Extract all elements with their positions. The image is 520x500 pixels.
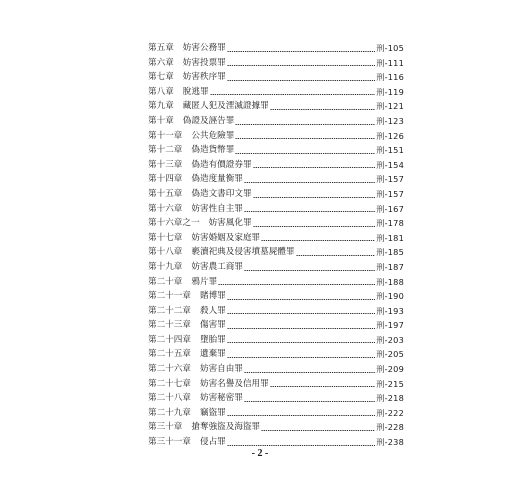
toc-entry[interactable] — [148, 362, 404, 377]
page-reference: 刑-190 — [376, 291, 404, 302]
page-reference: 刑-126 — [376, 130, 404, 141]
dot-leader — [227, 357, 375, 358]
dot-leader — [210, 94, 376, 95]
page-reference: 刑-105 — [376, 43, 404, 53]
chapter-number: 第三十章 — [148, 422, 183, 433]
chapter-title: 傷害罪 — [199, 320, 226, 331]
dot-leader — [227, 313, 375, 314]
page-reference: 刑-167 — [376, 203, 404, 214]
page-reference: 刑-151 — [376, 145, 404, 156]
chapter-title: 妨害秘密罪 — [199, 393, 243, 404]
toc-entry[interactable] — [148, 99, 404, 114]
toc-entry[interactable] — [148, 304, 404, 319]
chapter-title: 妨害農工商罪 — [191, 261, 243, 272]
chapter-number: 第五章 — [148, 43, 174, 53]
page-reference: 刑-222 — [376, 407, 404, 418]
page-reference: 刑-154 — [376, 159, 404, 170]
table-of-contents — [148, 41, 404, 450]
dot-leader — [235, 124, 375, 125]
chapter-number: 第八章 — [148, 86, 174, 97]
chapter-title: 妨害婚姻及家庭罪 — [191, 232, 261, 243]
toc-entry[interactable] — [148, 333, 404, 348]
page-reference: 刑-185 — [376, 247, 404, 258]
chapter-title: 妨害風化罪 — [208, 218, 252, 229]
dot-leader — [270, 386, 375, 387]
dot-leader — [296, 255, 376, 256]
toc-entry[interactable] — [148, 275, 404, 290]
page-reference: 刑-228 — [376, 422, 404, 433]
chapter-title: 遺棄罪 — [199, 349, 226, 360]
chapter-title: 偽造文書印文罪 — [191, 188, 252, 199]
chapter-title: 妨害投票罪 — [182, 57, 226, 68]
chapter-number: 第十七章 — [148, 232, 183, 243]
toc-entry[interactable] — [148, 289, 404, 304]
dot-leader — [227, 415, 375, 416]
dot-leader — [227, 342, 375, 343]
page-reference: 刑-119 — [376, 86, 404, 97]
chapter-number: 第二十六章 — [148, 364, 191, 375]
toc-entry[interactable] — [148, 129, 404, 144]
dot-leader — [270, 109, 375, 110]
dot-leader — [235, 153, 375, 154]
chapter-title: 脫逃罪 — [182, 86, 209, 97]
chapter-title: 偽造度量衡罪 — [191, 174, 243, 185]
page-reference: 刑-197 — [376, 320, 404, 331]
chapter-number: 第十四章 — [148, 174, 183, 185]
chapter-number: 第二十九章 — [148, 407, 191, 418]
toc-entry[interactable] — [148, 143, 404, 158]
chapter-number: 第十八章 — [148, 247, 183, 258]
toc-entry[interactable] — [148, 114, 404, 129]
toc-entry[interactable] — [148, 420, 404, 435]
page-reference: 刑-123 — [376, 115, 404, 126]
dot-leader — [244, 211, 375, 212]
toc-entry[interactable] — [148, 85, 404, 100]
chapter-number: 第二十章 — [148, 276, 183, 287]
dot-leader — [235, 138, 375, 139]
chapter-number: 第二十四章 — [148, 334, 191, 345]
chapter-number: 第十六章之一 — [148, 218, 200, 229]
chapter-number: 第二十一章 — [148, 291, 191, 302]
chapter-number: 第二十三章 — [148, 320, 191, 331]
chapter-title: 褻瀆祀典及侵害墳墓屍體罪 — [191, 247, 295, 258]
dot-leader — [218, 284, 375, 285]
dot-leader — [244, 372, 375, 373]
dot-leader — [227, 80, 375, 81]
page-reference: 刑-209 — [376, 364, 404, 375]
page-reference: 刑-203 — [376, 334, 404, 345]
dot-leader — [253, 167, 376, 168]
chapter-title: 侵占罪 — [199, 437, 226, 448]
chapter-number: 第十九章 — [148, 261, 183, 272]
chapter-title: 妨害秩序罪 — [182, 72, 226, 83]
chapter-number: 第十五章 — [148, 188, 183, 199]
toc-entry[interactable] — [148, 158, 404, 173]
dot-leader — [261, 430, 375, 431]
page-reference: 刑-111 — [376, 57, 404, 68]
page-reference: 刑-187 — [376, 261, 404, 272]
chapter-title: 賭博罪 — [199, 291, 226, 302]
chapter-title: 妨害公務罪 — [182, 43, 226, 53]
page-reference: 刑-215 — [376, 378, 404, 389]
chapter-title: 偽證及誣告罪 — [182, 115, 235, 126]
page-reference: 刑-157 — [376, 188, 404, 199]
chapter-title: 妨害名譽及信用罪 — [199, 378, 269, 389]
chapter-title: 殺人罪 — [199, 305, 226, 316]
page-reference: 刑-157 — [376, 174, 404, 185]
dot-leader — [227, 65, 375, 66]
page-reference: 刑-116 — [376, 72, 404, 83]
chapter-number: 第十六章 — [148, 203, 183, 214]
toc-entry[interactable] — [148, 172, 404, 187]
dot-leader — [253, 197, 376, 198]
dot-leader — [261, 240, 375, 241]
toc-entry[interactable] — [148, 347, 404, 362]
page-reference: 刑-121 — [376, 101, 404, 112]
page-reference: 刑-188 — [376, 276, 404, 287]
chapter-title: 妨害性自主罪 — [191, 203, 243, 214]
chapter-title: 公共危險罪 — [191, 130, 235, 141]
toc-entry[interactable] — [148, 260, 404, 275]
toc-entry[interactable] — [148, 41, 404, 56]
chapter-number: 第二十七章 — [148, 378, 191, 389]
page-reference: 刑-181 — [376, 232, 404, 243]
chapter-number: 第十章 — [148, 115, 174, 126]
toc-entry[interactable] — [148, 56, 404, 71]
page-reference: 刑-193 — [376, 305, 404, 316]
toc-entry[interactable] — [148, 187, 404, 202]
chapter-number: 第二十八章 — [148, 393, 191, 404]
toc-entry[interactable] — [148, 216, 404, 231]
page-reference: 刑-178 — [376, 218, 404, 229]
toc-entry[interactable] — [148, 245, 404, 260]
dot-leader — [227, 299, 375, 300]
chapter-number: 第七章 — [148, 72, 174, 83]
chapter-title: 妨害自由罪 — [199, 364, 243, 375]
chapter-number: 第十三章 — [148, 159, 183, 170]
dot-leader — [227, 445, 375, 446]
chapter-number: 第二十二章 — [148, 305, 191, 316]
toc-entry[interactable] — [148, 231, 404, 246]
chapter-number: 第九章 — [148, 101, 174, 112]
dot-leader — [227, 51, 375, 52]
toc-entry[interactable] — [148, 70, 404, 85]
toc-entry[interactable] — [148, 377, 404, 392]
chapter-title: 偽造有價證券罪 — [191, 159, 252, 170]
chapter-number: 第二十五章 — [148, 349, 191, 360]
page-reference: 刑-218 — [376, 393, 404, 404]
chapter-title: 搶奪強盜及海盜罪 — [191, 422, 261, 433]
chapter-number: 第六章 — [148, 57, 174, 68]
chapter-number: 第三十一章 — [148, 437, 191, 448]
dot-leader — [244, 270, 375, 271]
chapter-number: 第十二章 — [148, 145, 183, 156]
chapter-title: 鴉片罪 — [191, 276, 218, 287]
dot-leader — [227, 328, 375, 329]
page-reference: 刑-205 — [376, 349, 404, 360]
toc-entry[interactable] — [148, 202, 404, 217]
chapter-title: 偽造貨幣罪 — [191, 145, 235, 156]
toc-entry[interactable] — [148, 391, 404, 406]
chapter-number: 第十一章 — [148, 130, 183, 141]
page-reference: 刑-238 — [376, 437, 404, 448]
page-number: - 2 - — [251, 448, 269, 459]
dot-leader — [244, 401, 375, 402]
toc-entry[interactable] — [148, 406, 404, 421]
dot-leader — [253, 226, 376, 227]
toc-entry[interactable] — [148, 318, 404, 333]
chapter-title: 墮胎罪 — [199, 334, 226, 345]
chapter-title: 竊盜罪 — [199, 407, 226, 418]
chapter-title: 藏匿人犯及湮滅證據罪 — [182, 101, 269, 112]
dot-leader — [244, 182, 375, 183]
